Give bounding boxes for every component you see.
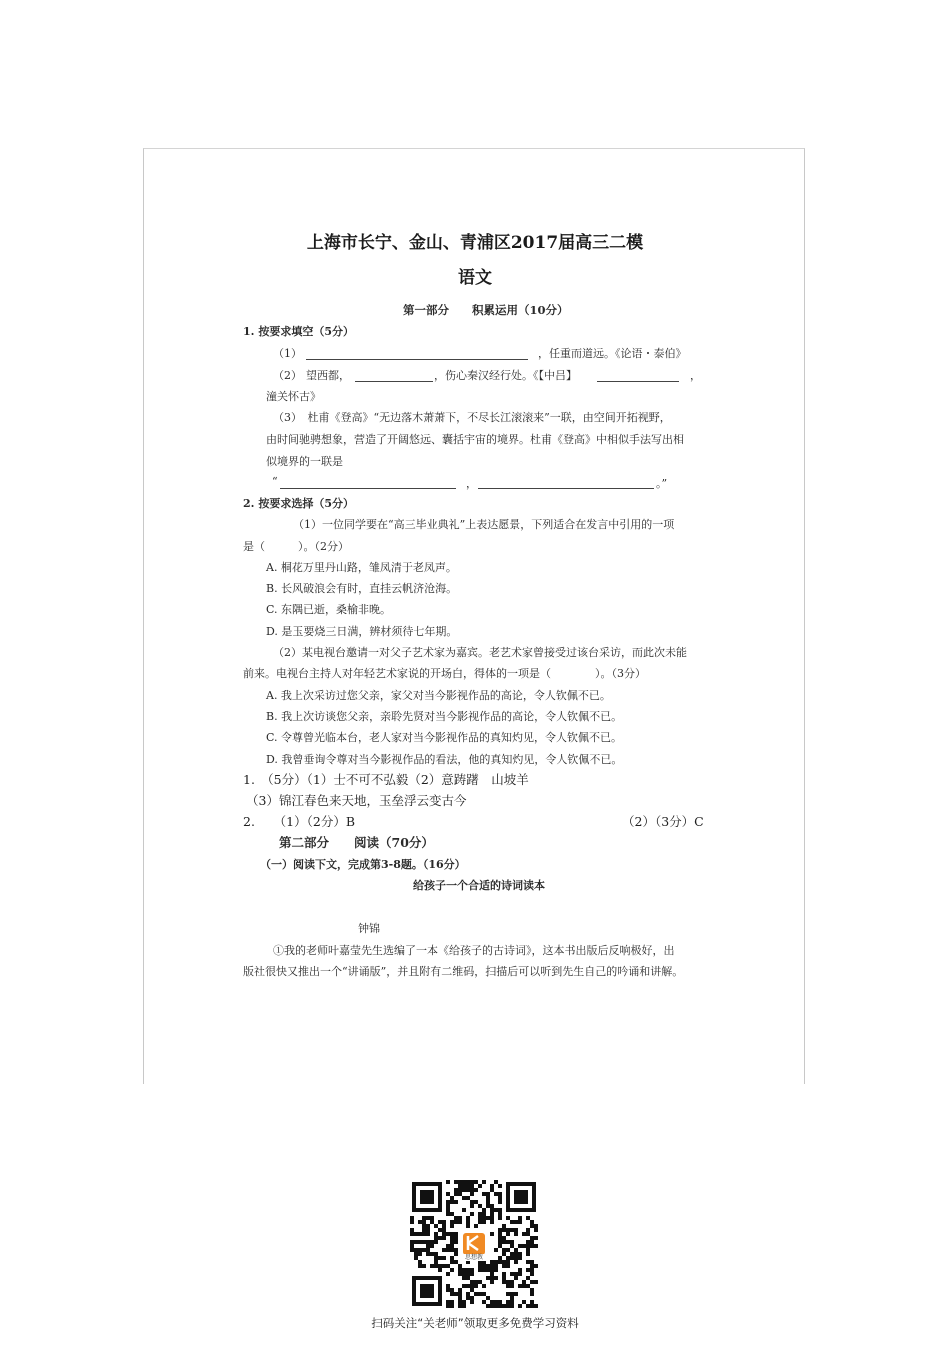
document-title: 上海市长宁、金山、青浦区2017届高三二模 xyxy=(306,233,644,253)
q1-item2-text-b: ，伤心秦汉经行处。《【中吕】 xyxy=(434,369,577,382)
q1-item3-comma: ， xyxy=(466,477,477,490)
article-author: 钟锦 xyxy=(358,922,380,935)
qr-caption: 扫码关注“关老师”领取更多免费学习资料 xyxy=(371,1316,579,1330)
q2-sub1-line2: 是（ ）。（2分） xyxy=(243,540,349,553)
part1-heading: 第一部分 积累运用（10分） xyxy=(403,303,569,317)
part2-sub-heading: （一）阅读下文，完成第3-8题。（16分） xyxy=(260,858,466,871)
q1-item1-blank xyxy=(306,359,528,360)
q1-item3-blank-b xyxy=(478,488,654,489)
q1-heading: 1. 按要求填空（5分） xyxy=(243,325,354,338)
q2-sub1-option-c: C. 东隅已逝，桑榆非晚。 xyxy=(266,603,392,616)
q1-item2-blank-b xyxy=(597,381,679,382)
q1-item3-line2: 由时间驰骋想象，营造了开阔悠远、囊括宇宙的境界。杜甫《登高》中相似手法写出相 xyxy=(266,433,684,446)
qr-code-icon[interactable] xyxy=(410,1180,538,1308)
q2-sub2-line1: （2）某电视台邀请一对父子艺术家为嘉宾。老艺术家曾接受过该台采访，而此次未能 xyxy=(273,646,687,659)
answer-1-line2: （3）锦江春色来天地，玉垒浮云变古今 xyxy=(246,793,467,808)
q1-item2-text-a: 望西都， xyxy=(306,369,350,382)
q1-item2-text-d: 潼关怀古》 xyxy=(266,390,321,403)
answer-2-left: 2. （1）（2分）B xyxy=(243,814,356,829)
q1-item2-number: （2） xyxy=(273,369,302,382)
q1-item2-text-c: ， xyxy=(690,369,701,382)
q1-item3-close-quote: 。” xyxy=(656,477,668,490)
q2-sub1-option-d: D. 是玉要烧三日满，辨材须待七年期。 xyxy=(266,625,458,638)
part2-heading: 第二部分 阅读（70分） xyxy=(279,835,434,850)
article-title: 给孩子一个合适的诗词读本 xyxy=(413,879,545,892)
q2-sub1-option-a: A. 桐花万里丹山路，雏凤清于老凤声。 xyxy=(266,561,457,574)
answer-2-right: （2）（3分）C xyxy=(622,814,704,829)
q2-heading: 2. 按要求选择（5分） xyxy=(243,497,354,510)
article-para1-line2: 版社很快又推出一个“讲诵版”，并且附有二维码，扫描后可以听到先生自己的吟诵和讲解。 xyxy=(243,965,684,978)
q2-sub2-option-a: A. 我上次采访过您父亲，家父对当今影视作品的高论，令人钦佩不已。 xyxy=(266,689,611,702)
q2-sub2-option-c: C. 令尊曾光临本台，老人家对当今影视作品的真知灼见，令人钦佩不已。 xyxy=(266,731,623,744)
q1-item3-blank-a xyxy=(280,488,456,489)
qr-brand-label: 思想教 xyxy=(458,1254,490,1261)
q1-item3-line3: 似境界的一联是 xyxy=(266,455,343,468)
article-para1-line1: ①我的老师叶嘉莹先生选编了一本《给孩子的古诗词》，这本书出版后反响极好，出 xyxy=(273,944,675,957)
q1-item3-line1: （3） 杜甫《登高》“无边落木萧萧下，不尽长江滚滚来”一联，由空间开拓视野， xyxy=(273,411,671,424)
q1-item1-number: （1） xyxy=(273,347,302,360)
q1-item2-blank-a xyxy=(355,381,433,382)
q2-sub1-line1: （1）一位同学要在“高三毕业典礼”上表达愿景，下列适合在发言中引用的一项 xyxy=(293,518,675,531)
q2-sub2-line2: 前来。电视台主持人对年轻艺术家说的开场白，得体的一项是（ ）。（3分） xyxy=(243,667,646,680)
q1-item3-open-quote: “ xyxy=(272,475,278,488)
q1-item1-text: ，任重而道远。《论语・泰伯》 xyxy=(538,347,687,360)
subject-title: 语文 xyxy=(458,268,492,288)
q2-sub2-option-d: D. 我曾垂询令尊对当今影视作品的看法，他的真知灼见，令人钦佩不已。 xyxy=(266,753,623,766)
answer-1-line1: 1. （5分）（1）士不可不弘毅（2）意踌躇 山坡羊 xyxy=(243,772,529,787)
q2-sub2-option-b: B. 我上次访谈您父亲，亲聆先贤对当今影视作品的高论，令人钦佩不已。 xyxy=(266,710,623,723)
q2-sub1-option-b: B. 长风破浪会有时，直挂云帆济沧海。 xyxy=(266,582,458,595)
